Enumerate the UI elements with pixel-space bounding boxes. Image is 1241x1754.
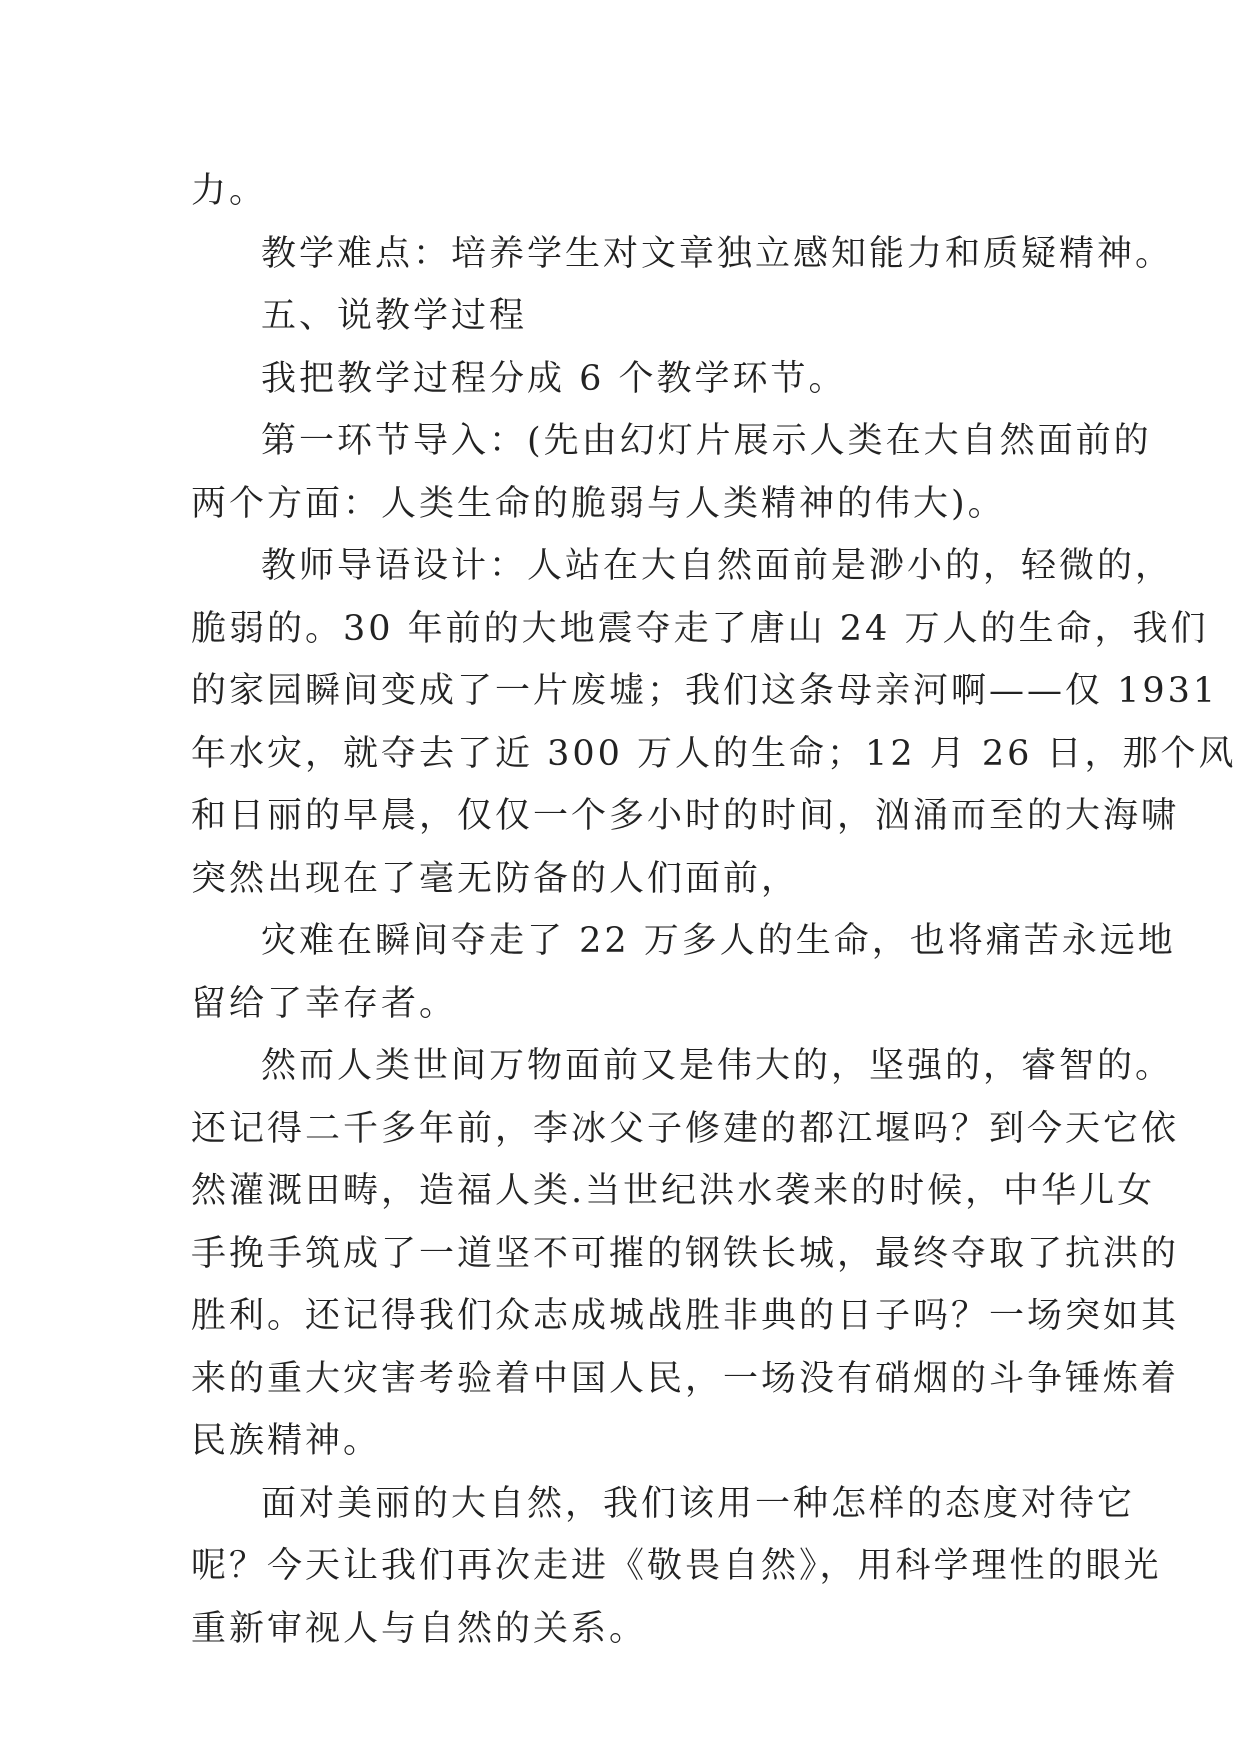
text-line: 呢？今天让我们再次走进《敬畏自然》，用科学理性的眼光	[191, 1546, 1162, 1586]
text-line: 然而人类世间万物面前又是伟大的，坚强的，睿智的。	[261, 1046, 1174, 1086]
text-line: 手挽手筑成了一道坚不可摧的钢铁长城，最终夺取了抗洪的	[191, 1233, 1180, 1274]
body-text	[191, 160, 1237, 1660]
text-line: 来的重大灾害考验着中国人民，一场没有硝烟的斗争锤炼着	[191, 1358, 1180, 1399]
text-line: 的家园瞬间变成了一片废墟；我们这条母亲河啊——仅 1931	[191, 671, 1219, 711]
text-line: 然灌溉田畴，造福人类.当世纪洪水袭来的时候，中华儿女	[191, 1171, 1156, 1211]
text-line: 留给了幸存者。	[191, 983, 458, 1024]
text-line: 我把教学过程分成 6 个教学环节。	[261, 358, 847, 399]
text-line: 民族精神。	[191, 1421, 382, 1461]
text-line: 胜利。还记得我们众志成城战胜非典的日子吗？一场突如其	[191, 1296, 1180, 1336]
section-heading: 五、说教学过程	[261, 296, 528, 336]
text-line: 教师导语设计：人站在大自然面前是渺小的，轻微的，	[261, 546, 1174, 586]
text-line: 力。	[191, 171, 268, 211]
text-line: 还记得二千多年前，李冰父子修建的都江堰吗？到今天它依	[191, 1108, 1180, 1149]
text-line: 教学难点：培养学生对文章独立感知能力和质疑精神。	[261, 233, 1174, 274]
text-line: 脆弱的。30 年前的大地震夺走了唐山 24 万人的生命，我们	[191, 608, 1209, 649]
text-line: 年水灾，就夺去了近 300 万人的生命；12 月 26 日，那个风	[191, 733, 1237, 774]
text-line: 两个方面：人类生命的脆弱与人类精神的伟大)。	[191, 483, 1006, 524]
text-line: 灾难在瞬间夺走了 22 万多人的生命，也将痛苦永远地	[261, 921, 1176, 961]
text-line: 和日丽的早晨，仅仅一个多小时的时间，汹涌而至的大海啸	[191, 796, 1180, 836]
text-line: 第一环节导入：(先由幻灯片展示人类在大自然面前的	[261, 421, 1152, 461]
text-line: 重新审视人与自然的关系。	[191, 1608, 648, 1649]
text-line: 面对美丽的大自然，我们该用一种怎样的态度对待它	[261, 1483, 1136, 1524]
text-line: 突然出现在了毫无防备的人们面前，	[191, 858, 800, 899]
